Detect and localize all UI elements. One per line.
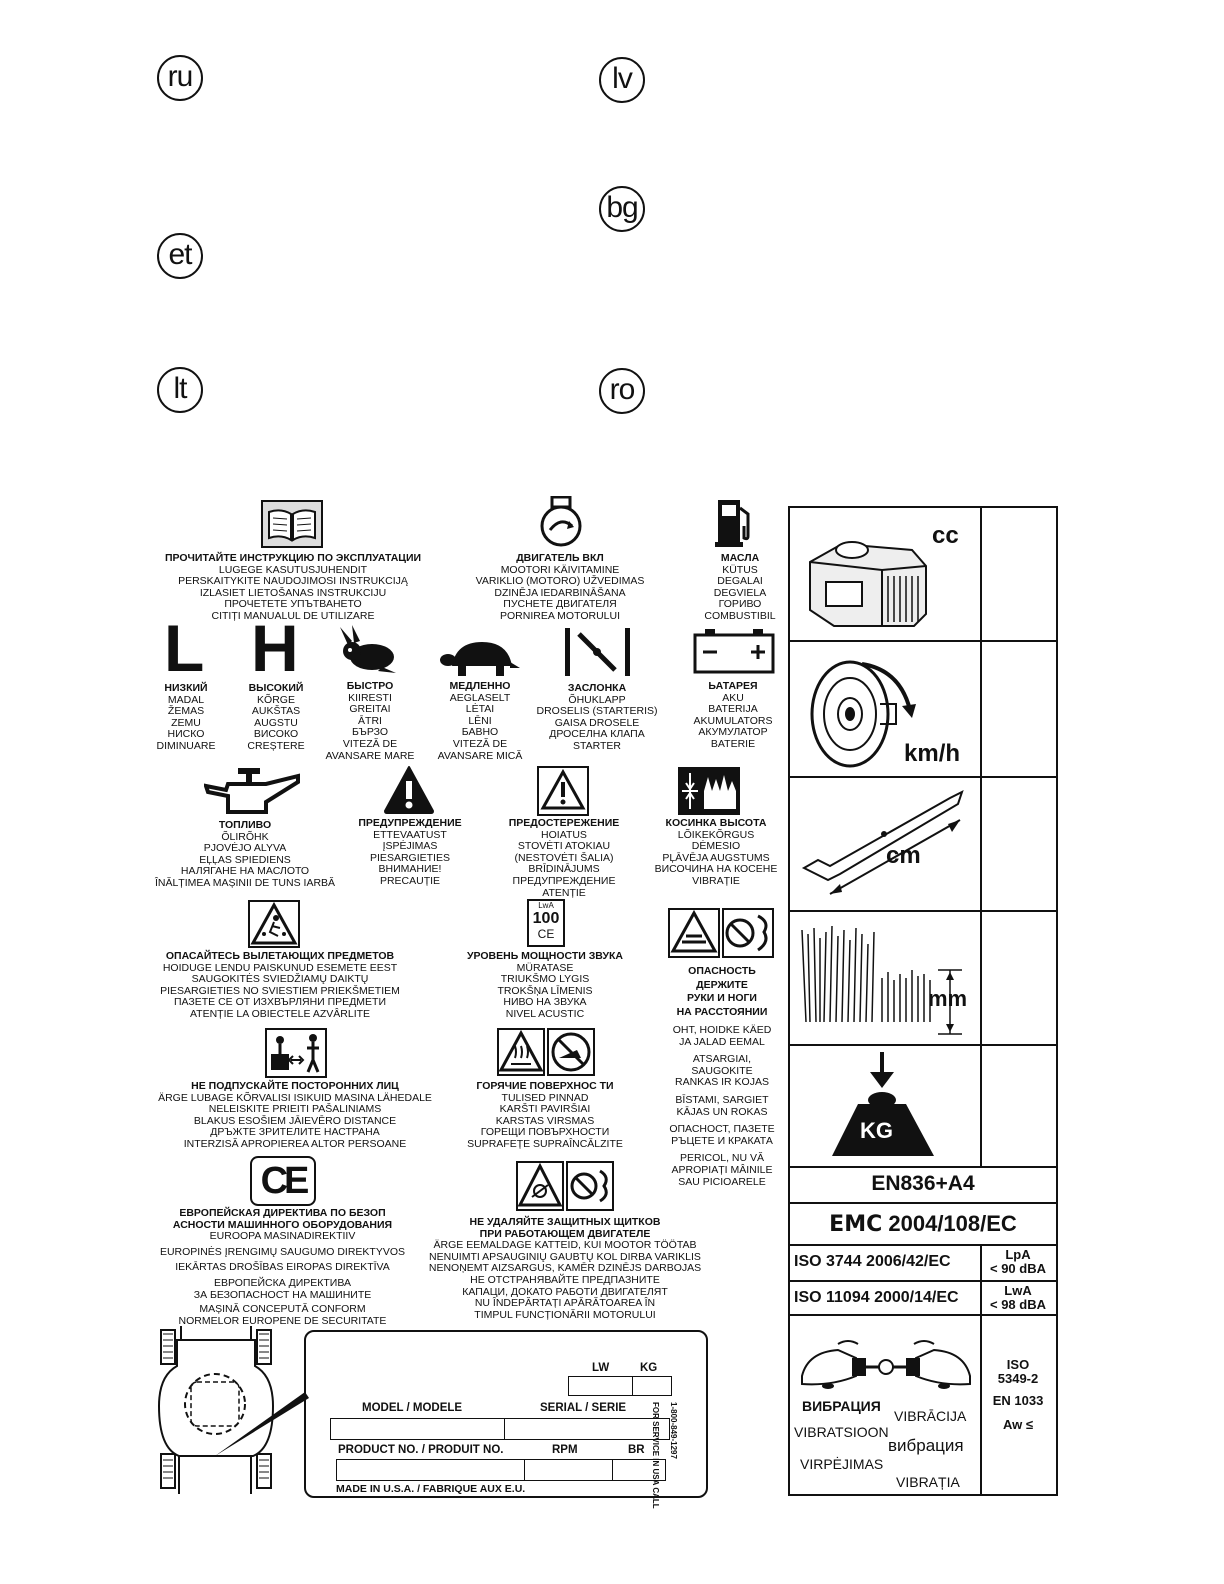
- plate-product-label: PRODUCT NO. / PRODUIT NO.: [338, 1444, 504, 1456]
- spec-row-height: [790, 912, 1056, 1046]
- identification-plate: [304, 1330, 708, 1509]
- plate-serial-label: SERIAL / SERIE: [540, 1402, 627, 1414]
- spec-row-en836: [790, 1168, 1056, 1204]
- plate-br-label: BR: [628, 1444, 645, 1456]
- spec-row-iso3744: [790, 1246, 1056, 1282]
- manual-book-icon: [261, 500, 323, 548]
- vibration-word-lv: VIBRĀCIJA: [894, 1408, 967, 1424]
- oil-label: ТОПЛИВО ÕLIRÕHK PJOVĖJO ALYVA EĻĻAS SPIEDIENS НАЛЯГАНЕ НА МАСЛОТО ÎNĂLȚIMEA MAȘINII DE TUNS IARBĂ: [154, 819, 336, 889]
- thrown-objects-icon: [248, 900, 300, 948]
- hands-feet-danger-icon: [668, 908, 774, 958]
- vibration-word-lt: VIRPĖJIMAS: [800, 1456, 884, 1472]
- choke-label: ЗАСЛОНКА ÕHUKLAPP DROSELIS (STARTERIS) GAISA DROSELE ДРОСЕЛНА КЛАПА STARTER: [536, 682, 658, 752]
- iso11094-text: ISO 11094 2000/14/EC: [794, 1289, 959, 1306]
- turtle-slow-icon: [440, 638, 520, 678]
- lwa-label: LwA < 98 dBA: [990, 1283, 1046, 1312]
- plate-product-field: [336, 1459, 666, 1481]
- spec-row-vibration: [790, 1316, 1056, 1494]
- lpa-label: LpA < 90 dBA: [990, 1247, 1046, 1276]
- hands-feet-label: ОПАСНОСТЬ ДЕРЖИТЕ РУКИ И НОГИ НА РАССТОЯНИИ OHT, HOIDKE KÄED JA JALAD EEMAL ATSARGIAI, SAUGOKITE RANKAS IR KOJAS BĪSTAMI, SARGIET KĀJAS UN ROKAS ОПАСНОСТ, ПАЗЕТЕ РЪЦЕТЕ И КРАКАТА PERICOL, NU VĂ APROPIAȚI MÂINILE SAU PICIOARELE: [669, 965, 775, 1188]
- warning-triangle-icon: [383, 765, 435, 815]
- plate-model-serial-divider: [504, 1418, 505, 1440]
- plate-weight-divider: [632, 1376, 633, 1396]
- vibration-word-bg: вибрация: [888, 1436, 964, 1455]
- spec-row-speed: [790, 642, 1056, 778]
- slow-label: МЕДЛЕННО AEGLASELT LĖTAI LĒNI БАВНО VITEZĂ DE AVANSARE MICĂ: [437, 680, 523, 762]
- rabbit-fast-icon: [338, 625, 402, 677]
- plate-model-label: MODEL / MODELE: [362, 1402, 463, 1414]
- lang-marker-ru: ru: [157, 55, 203, 101]
- plate-product-divider-1: [524, 1459, 525, 1481]
- read-manual-label: ПРОЧИТАЙТЕ ИНСТРУКЦИЮ ПО ЭКСПЛУАТАЦИИ LUGEGE KASUTUSJUHENDIT PERSKAITYKITE NAUDOJIMOSI INSTRUKCIJĄ IZLASIET LIETOŠANAS INSTRUKCIJU ПРОЧЕТЕТЕ УПЪТВАНЕТО CITIȚI MANUALUL DE UTILIZARE: [164, 552, 422, 622]
- kmh-label: km/h: [904, 740, 961, 767]
- plate-rpm-label: RPM: [552, 1444, 578, 1456]
- cm-label: cm: [886, 842, 921, 869]
- iso3744-text: ISO 3744 2006/42/EC: [794, 1253, 951, 1270]
- spec-row-emc: [790, 1204, 1056, 1246]
- hot-surface-icon: [497, 1028, 595, 1076]
- bystanders-icon: [265, 1028, 327, 1078]
- cc-label: cc: [932, 522, 959, 549]
- fuel-label: МАСЛА KÜTUS DEGALAI DEGVIELA ГОРИВО COMBUSTIBIL: [704, 552, 776, 622]
- high-label: ВЫСОКИЙ KÕRGE AUKŠTAS AUGSTU ВИСОКО CREȘTERE: [247, 682, 305, 752]
- engine-start-icon: [536, 496, 586, 548]
- spec-panel: [788, 506, 1058, 1496]
- lang-marker-bg: bg: [599, 186, 645, 232]
- vibration-hands-icon: [798, 1336, 974, 1396]
- emc-directive: 2004/108/EC: [888, 1211, 1017, 1236]
- sound-power-unit: LwA: [538, 901, 554, 910]
- caution-sign-icon: [537, 766, 589, 816]
- en836-text: EN836+A4: [871, 1172, 975, 1195]
- plate-service-phone: 1-800-849-1297: [669, 1402, 678, 1459]
- vibration-word-ro: VIBRAȚIA: [896, 1474, 960, 1490]
- fast-label: БЫСТРО KIIRESTI GREITAI ĀTRI БЪРЗО VITEZĂ DE AVANSARE MARE: [325, 680, 415, 762]
- wheel-speed-icon: [800, 648, 920, 772]
- sound-power-badge: [527, 899, 565, 947]
- plate-lw-label: LW: [592, 1362, 610, 1374]
- ce-directive-label: ЕВРОПЕЙСКАЯ ДИРЕКТИВА ПО БЕЗОП АСНОСТИ МАШИННОГО ОБОРУДОВАНИЯ EUROOPA MASINADIREKTIIV EUROPINĖS ĮRENGIMŲ SAUGUMO DIREKTYVOS IEKĀRTAS DROŠĪBAS EIROPAS DIREKTĪVA ЕВРОПЕЙСКА ДИРЕКТИВА ЗА БЕЗОПАСНОСТ НА МАШИНИТЕ MAȘINĂ CONCEPUTĂ CONFORM NORMELOR EUROPENE DE SECURITATE: [159, 1207, 406, 1327]
- vibration-word-et: VIBRATSIOON: [794, 1424, 889, 1440]
- lang-marker-et: et: [157, 233, 203, 279]
- engine-icon: [802, 526, 932, 634]
- sound-power-label: УРОВЕНЬ МОЩНОСТИ ЗВУКА MÜRATASE TRIUKŠMO LYGIS TROKŠŅA LĪMENIS НИВО НА ЗВУКА NIVEL ACUSTIC: [466, 950, 624, 1020]
- emc-prefix: EMC: [829, 1212, 883, 1237]
- oil-can-icon: [204, 768, 300, 820]
- plate-model-serial-field: [330, 1418, 670, 1440]
- low-symbol: L: [164, 611, 205, 685]
- lang-marker-lv: lv: [599, 57, 645, 103]
- fuel-pump-icon: [714, 496, 756, 548]
- plate-made-in: MADE IN U.S.A. / FABRIQUE AUX E.U.: [336, 1483, 526, 1495]
- thrown-objects-label: ОПАСАЙТЕСЬ ВЫЛЕТАЮЩИХ ПРЕДМЕТОВ HOIDUGE LENDU PAISKUNUD ESEMETE EEST SAUGOKITĖS SVIEDŽIAMŲ DAIKTŲ PIESARGIETIES NO SVIESTIEM PRIEKŠMETIEM ПАЗЕТЕ СЕ ОТ ИЗХВЪРЛЯНИ ПРЕДМЕТИ ATENȚIE LA OBIECTELE AZVÂRLITE: [160, 950, 400, 1020]
- plate-weight-field: [568, 1376, 672, 1396]
- spec-row-weight: [790, 1046, 1056, 1168]
- spec-row-iso11094: [790, 1282, 1056, 1316]
- battery-icon: [693, 628, 775, 674]
- bystanders-label: НЕ ПОДПУСКАЙТЕ ПОСТОРОННИХ ЛИЦ ÄRGE LUBAGE KÕRVALISI ISIKUID MASINA LÄHEDALE NELEISKITE PRIEITI PAŠALINIAMS BLAKUS ESOŠIEM JĀIEVĒRO DISTANCE ДРЪЖТЕ ЗРИТЕЛИТЕ НАСТРАНА INTERZISĂ APROPIEREA ALTOR PERSOANE: [158, 1080, 432, 1150]
- ce-mark: CE: [250, 1156, 316, 1206]
- sound-ce-mark: CE: [537, 927, 555, 941]
- high-symbol: H: [251, 611, 299, 685]
- plate-kg-label: KG: [640, 1362, 658, 1374]
- blade-width-icon: [800, 786, 970, 904]
- weight-kg-icon: [830, 1052, 940, 1162]
- cutting-height-icon: [678, 767, 740, 815]
- lang-marker-lt: lt: [157, 367, 203, 413]
- lang-marker-ro: ro: [599, 368, 645, 414]
- kg-label: KG: [860, 1118, 893, 1143]
- vibration-standards: ISO 5349-2 EN 1033 Aw ≤: [992, 1357, 1044, 1432]
- guards-label: НЕ УДАЛЯЙТЕ ЗАЩИТНЫХ ЩИТКОВ ПРИ РАБОТАЮЩЕМ ДВИГАТЕЛЕ ÄRGE EEMALDAGE KATTEID, KUI MOOTOR TÖÖTAB NENUIMTI APSAUGINIŲ GAUBTŲ KOL DIRBA VARIKLIS NENOŅEMT AIZSARGUS, KAMĒR DZINĒJS DARBOJAS НЕ ОТСТРАНЯВАЙТЕ ПРЕДПАЗНИТЕ КАПАЦИ, ДОКАТО РАБОТИ ДВИГАТЕЛЯТ NU ÎNDEPĂRTAȚI APĂRĂTOAREA ÎN TIMPUL FUNCȚIONĂRII MOTORULUI: [428, 1216, 702, 1321]
- cutting-height-label: КОСИНКА ВЫСОТА LÕIKEKÕRGUS DĖMESIO PĻĀVĒJA AUGSTUMS ВИСОЧИНА НА КОСЕНЕ VIBRAȚIE: [654, 817, 778, 887]
- battery-label: ЬАТАРЕЯ AKU BATERIJA AKUMULATORS АКУМУЛАТОР BATERIE: [693, 680, 773, 750]
- caution-label: ПРЕДОСТЕРЕЖЕНИЕ HOIATUS STOVĖTI ATOKIAU (NESTOVĖTI ŠALIA) BRĪDINĀJUMS ПРЕДУПРЕЖДЕНИЕ ATENȚIE: [508, 817, 620, 899]
- choke-icon: [563, 628, 633, 676]
- low-label: НИЗКИЙ MADAL ŽEMAS ZEMU НИСКО DIMINUARE: [156, 682, 216, 752]
- mm-label: mm: [928, 986, 968, 1011]
- sound-power-value: 100: [532, 910, 560, 927]
- engine-start-label: ДВИГАТЕЛЬ ВКЛ MOOTORI KÄIVITAMINE VARIKLIO (MOTORO) UŽVEDIMAS DZINĒJA IEDARBINĀŠANA ПУСНЕТЕ ДВИГАТЕЛЯ PORNIREA MOTORULUI: [475, 552, 645, 622]
- mower-top-view-illustration: [155, 1326, 315, 1498]
- vibration-word-ru: ВИБРАЦИЯ: [802, 1398, 881, 1414]
- plate-service-text: FOR SERVICE IN USA CALL: [651, 1402, 660, 1509]
- guards-warning-icon: [516, 1161, 614, 1211]
- hot-surface-label: ГОРЯЧИЕ ПОВЕРХНОС ТИ TULISED PINNAD KARŠTI PAVIRŠIAI KARSTAS VIRSMAS ГОРЕЩИ ПОВЪРХНОСТИ SUPRAFEȚE SUPRAÎNCĂLZITE: [467, 1080, 623, 1150]
- grass-height-icon: [798, 924, 974, 1038]
- plate-product-divider-2: [612, 1459, 613, 1481]
- warning-label: ПРЕДУПРЕЖДЕНИЕ ETTEVAATUST ĮSPĖJIMAS PIESARGIETIES ВНИМАНИЕ! PRECAUȚIE: [358, 817, 462, 887]
- emc-text: [790, 1211, 1056, 1237]
- spec-row-width: [790, 778, 1056, 912]
- spec-row-cc: [790, 508, 1056, 642]
